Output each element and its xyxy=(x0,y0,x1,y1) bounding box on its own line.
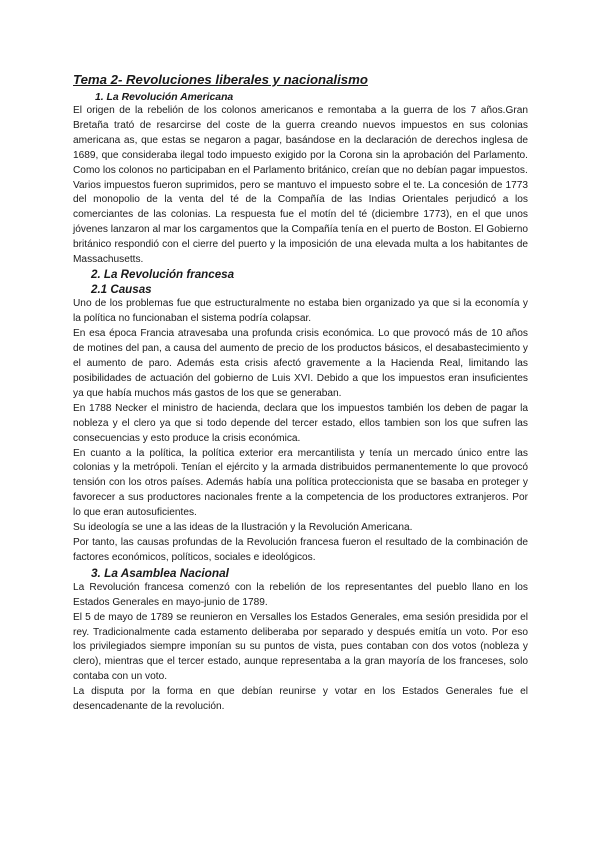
document-title: Tema 2- Revoluciones liberales y nacionalismo xyxy=(73,72,368,87)
paragraph: La Revolución francesa comenzó con la rebelión de los representantes del pueblo llano en los Estados Generales en mayo-junio de 1789. xyxy=(73,581,528,608)
paragraph: Varios impuestos fueron suprimidos, pero se mantuvo el impuesto sobre el te. La concesión de 1773 del monopolio de la venta del té de la Compañía de las Indias Orientales perjudicó a los comerciantes de las colonias. La respuesta fue el motín del té (diciembre 1773), en el que unos jóvenes lanzaron al mar los cargamentos que la Compañía tenía en el puerto de Boston. El Gobierno británico respondió con el cierre del puerto y la imposición de una elevada multa a los habitantes de Massachusetts. xyxy=(73,179,528,266)
paragraph: Por tanto, las causas profundas de la Revolución francesa fueron el resultado de la combinación de factores económicos, políticos, sociales e ideológicos. xyxy=(73,536,528,563)
paragraph: Su ideología se une a las ideas de la Ilustración y la Revolución Americana. xyxy=(73,522,413,534)
document-page xyxy=(73,72,528,715)
paragraph: El origen de la rebelión de los colonos americanos e remontaba a la guerra de los 7 años.Gran Bretaña trató de resarcirse del coste de la guerra creando nuevos impuestos en sus colonias americana as, que estas se negaron a pagar, basándose en la declaración de derechos inglesa de 1689, que consideraba ilegal todo impuesto exigido por la Corona sin la aprobación del Parlamento. Como los colonos no participaban en el Parlamento británico, creían que no debían pagar impuestos. xyxy=(73,105,528,176)
heading-revolucion-francesa: 2. La Revolución francesa xyxy=(91,267,235,281)
paragraph: En esa época Francia atravesaba una profunda crisis económica. Lo que provocó más de 10 años de motines del pan, a causa del aumento de precio de los productos básicos, el desabastecimiento y el aumento de paro. Además esta crisis afectó gravemente a la Hacienda Real, limitando las posibilidades de actuación del gobierno de Luis XVI. Debido a que los impuestos eran insuficientes ya que había muchos más gastos de los que se generaban. xyxy=(73,328,528,399)
paragraph: En cuanto a la política, la política exterior era mercantilista y tenía un mercado único entre las colonias y la metrópoli. Tenían el ejército y la armada distribuidos permanentemente lo que provocó tensión con los otros países. Además había una política proteccionista que se basaba en proteger y favorecer a sus productores nacionales frente a la competencia de los productores extranjeros. Por lo que eran autosuficientes. xyxy=(73,447,528,519)
heading-revolucion-americana: 1. La Revolución Americana xyxy=(95,92,234,103)
paragraph: Uno de los problemas fue que estructuralmente no estaba bien organizado ya que si la economía y la política no funcionaban el sistema podría colapsar. xyxy=(73,298,528,325)
heading-asamblea-nacional: 3. La Asamblea Nacional xyxy=(91,565,229,580)
paragraph: En 1788 Necker el ministro de hacienda, declara que los impuestos también los deben de pagar la nobleza y el clero ya que si todo depende del tercer estado, ellos tambien son los que sufren las consecuencias y esto produce la crisis económica. xyxy=(73,402,528,444)
subheading-causas: 2.1 Causas xyxy=(91,283,152,297)
paragraph: La disputa por la forma en que debían reunirse y votar en los Estados Generales fue el desencadenante de la revolución. xyxy=(73,686,528,713)
paragraph: El 5 de mayo de 1789 se reunieron en Versalles los Estados Generales, ema sesión presidida por el rey. Tradicionalmente cada estamento deliberaba por separado y después emitía un voto. Por eso los privilegiados siempre imponían su su puntos de vista, pues contaban con dos votos (nobleza y clero), mientras que el tercer estado, aunque representaba a la gran mayoría de los franceses, solo contaba con un voto. xyxy=(73,611,528,683)
